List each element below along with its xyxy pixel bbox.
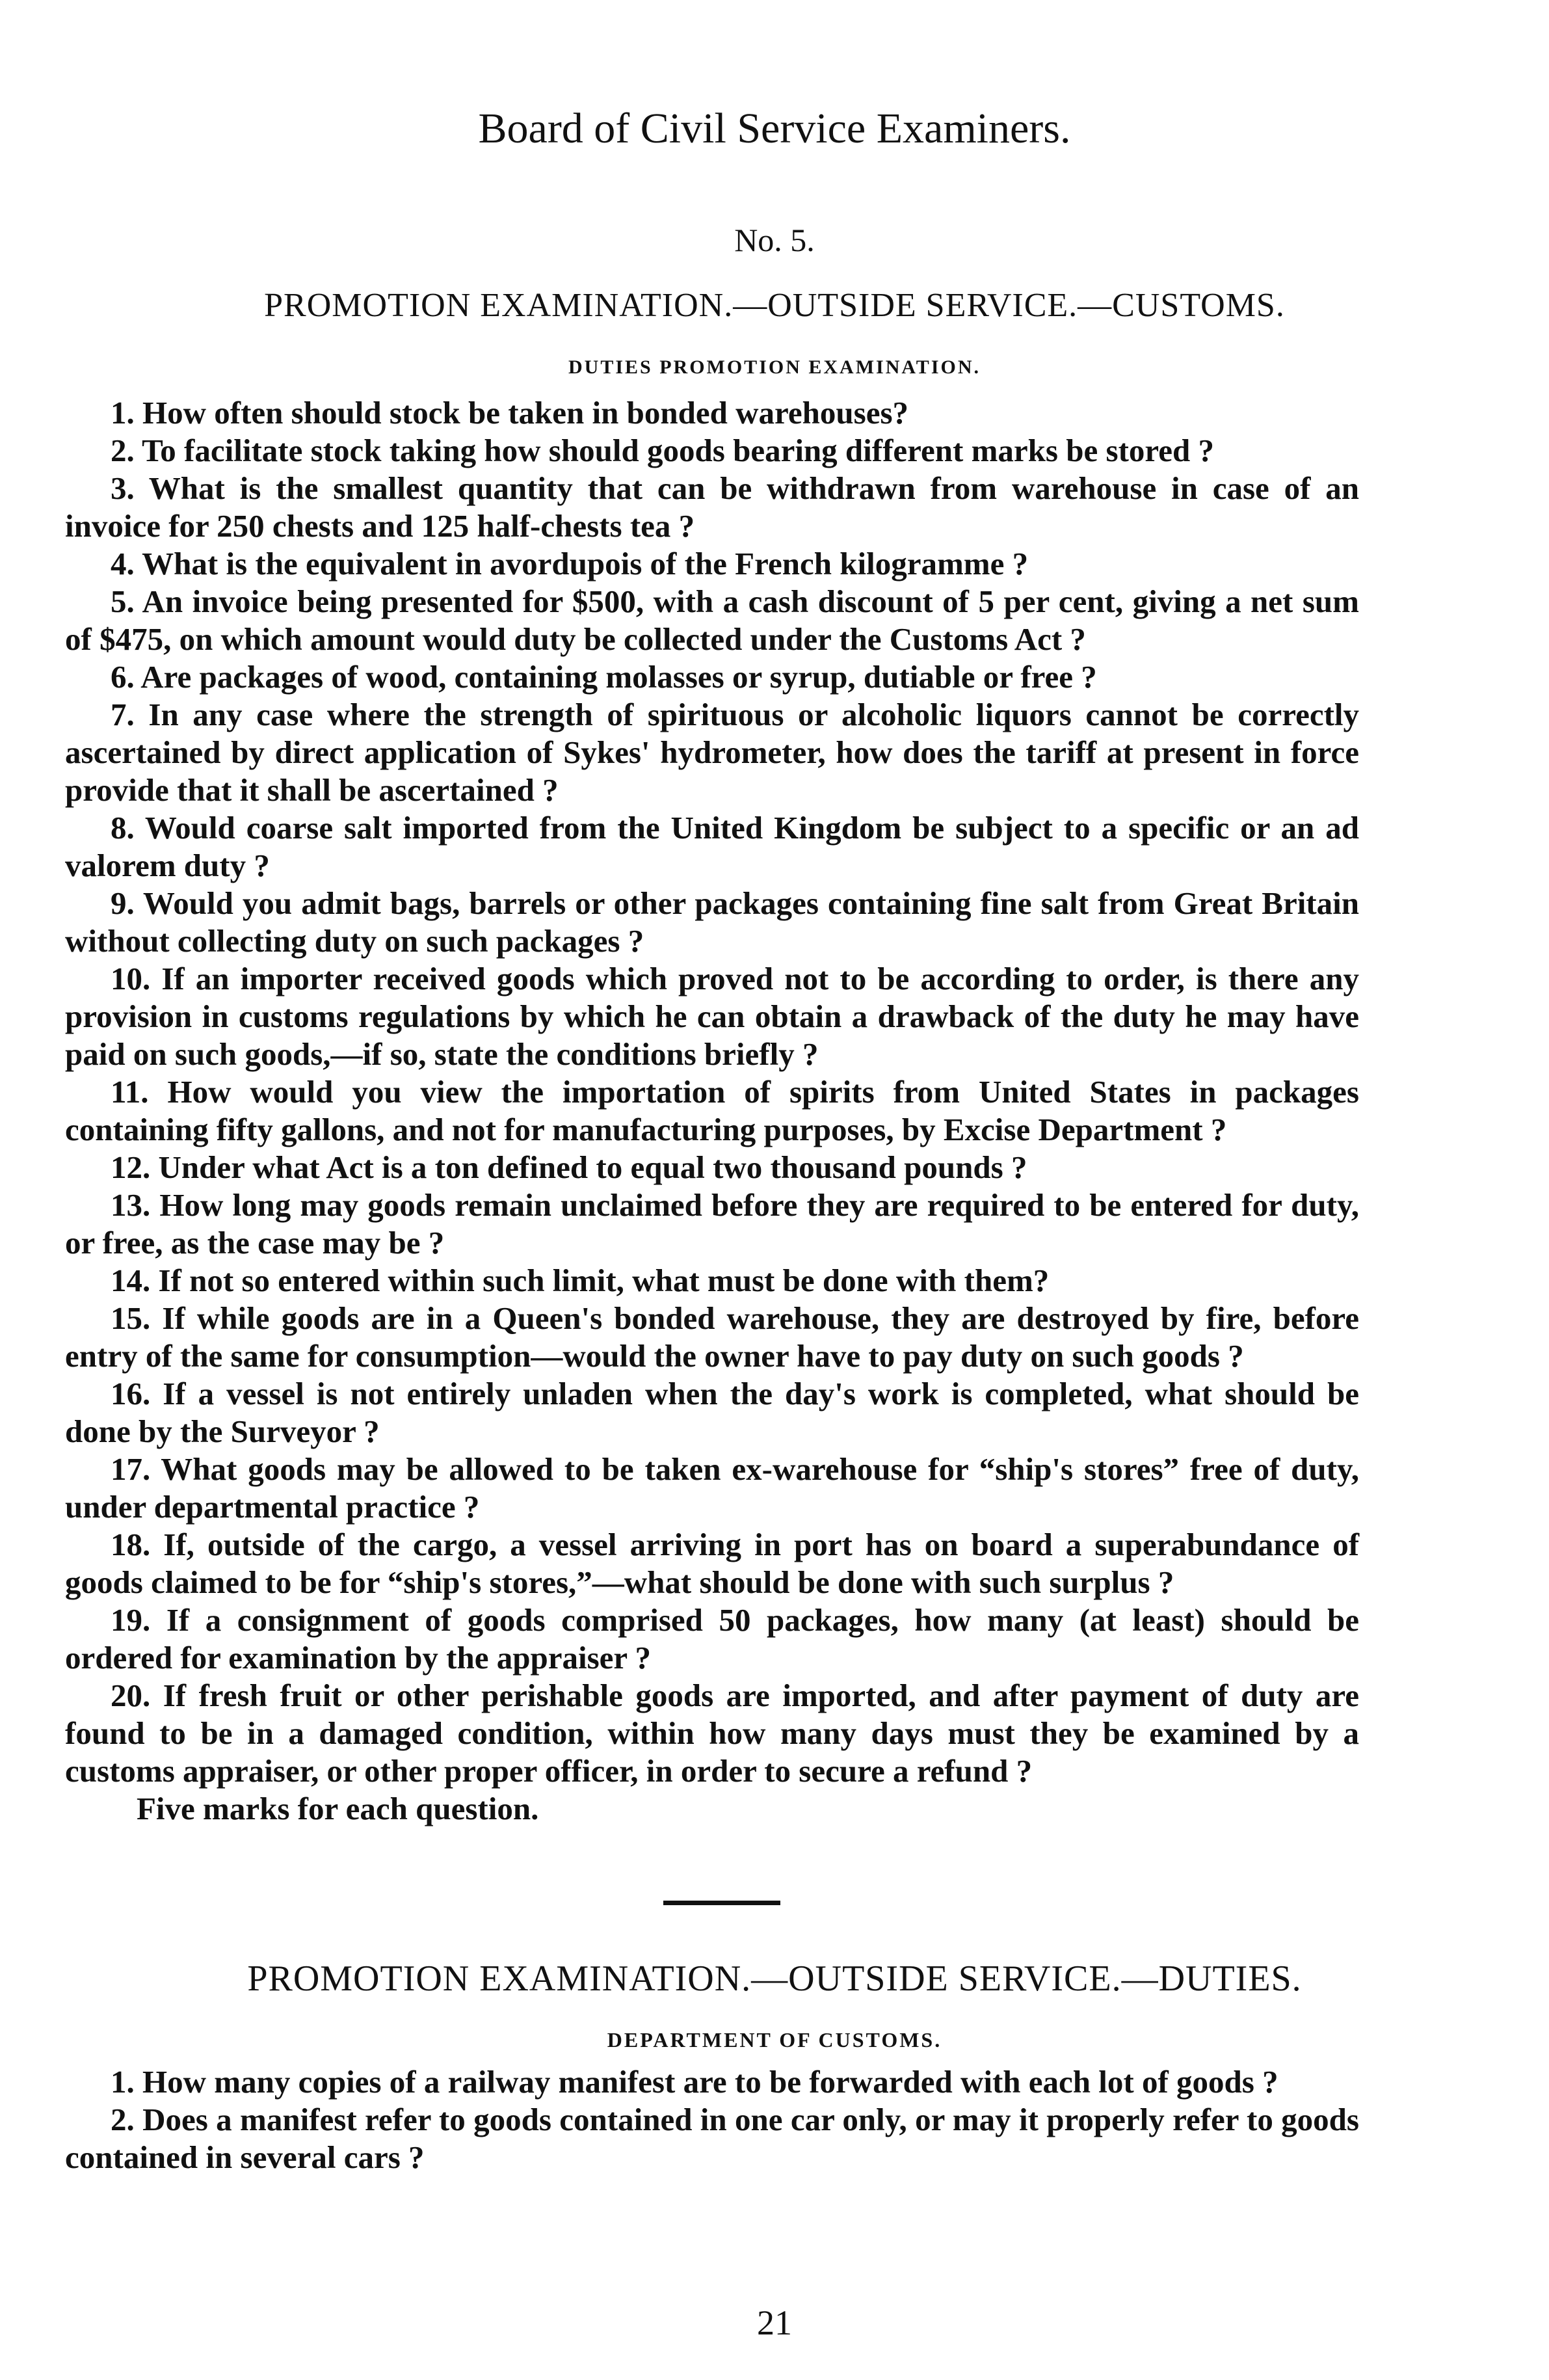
question-text: If a consignment of goods comprised 50 packages, how many (at least) should be ordered for examination by the appraiser ?	[65, 1602, 1359, 1676]
question-number: 5.	[111, 583, 135, 619]
question-text: If while goods are in a Queen's bonded warehouse, they are destroyed by fire, before entry of the same for consumption—would the owner have to pay duty on such goods ?	[65, 1300, 1360, 1374]
question-number: 16.	[111, 1376, 151, 1411]
question-text: If fresh fruit or other perishable goods are imported, and after payment of duty are found to be in a damaged condition, within how many days must they be examined by a customs appraiser, or other proper officer, in order to secure a refund ?	[65, 1678, 1359, 1789]
question-text: What goods may be allowed to be taken ex-warehouse for “ship's stores” free of duty, under departmental practice ?	[65, 1451, 1359, 1525]
question	[65, 2101, 1359, 2176]
question	[65, 583, 1359, 658]
board-heading: Board of Civil Service Examiners.	[478, 105, 1071, 152]
question	[65, 2063, 1359, 2101]
question-text: In any case where the strength of spirituous or alcoholic liquors cannot be correctly ascertained by direct application of Sykes' hydrometer, how does the tariff at present in force provide that it shall be ascertained ?	[65, 697, 1360, 808]
question-text: Would you admit bags, barrels or other packages containing fine salt from Great Britain without collecting duty on such packages ?	[65, 885, 1359, 959]
question-text: To facilitate stock taking how should goods bearing different marks be stored ?	[142, 433, 1214, 468]
paper-number: No. 5.	[734, 222, 815, 258]
question-number: 6.	[111, 659, 135, 695]
question	[65, 1677, 1359, 1790]
section1-question-list	[65, 394, 1359, 1828]
question-number: 18.	[111, 1527, 151, 1562]
question	[65, 1451, 1359, 1526]
question	[65, 658, 1359, 696]
question-text: If a vessel is not entirely unladen when the day's work is completed, what should be done by the Surveyor ?	[65, 1376, 1359, 1449]
question-number: 8.	[111, 810, 135, 846]
question-number: 4.	[111, 546, 135, 582]
question-text: If not so entered within such limit, what must be done with them?	[158, 1263, 1050, 1298]
question	[65, 696, 1359, 809]
section-divider	[663, 1901, 780, 1905]
question-text: An invoice being presented for $500, with a cash discount of 5 per cent, giving a net sum of $475, on which amount would duty be collected under the Customs Act ?	[65, 583, 1359, 657]
question-text: Would coarse salt imported from the United Kingdom be subject to a specific or an ad valorem duty ?	[65, 810, 1360, 883]
question-text: How long may goods remain unclaimed before they are required to be entered for duty, or free, as the case may be ?	[65, 1187, 1359, 1261]
question-number: 2.	[111, 433, 135, 468]
question	[65, 1601, 1359, 1677]
question	[65, 470, 1359, 545]
question-number: 1.	[111, 2064, 135, 2100]
question	[65, 394, 1359, 432]
question-text: Are packages of wood, containing molasses or syrup, dutiable or free ?	[140, 659, 1097, 695]
question	[65, 1149, 1359, 1186]
section2-title: PROMOTION EXAMINATION.—OUTSIDE SERVICE.—DUTIES.	[247, 1959, 1302, 1999]
question	[65, 545, 1359, 583]
section1-subtitle: DUTIES PROMOTION EXAMINATION.	[568, 356, 981, 378]
page-number: 21	[757, 2303, 792, 2342]
question-text: How would you view the importation of spirits from United States in packages containing fifty gallons, and not for manufacturing purposes, by Excise Department ?	[65, 1074, 1359, 1147]
question-number: 11.	[111, 1074, 149, 1110]
question	[65, 1300, 1359, 1375]
section2-subtitle: DEPARTMENT OF CUSTOMS.	[607, 2028, 942, 2052]
question	[65, 960, 1359, 1073]
question-number: 3.	[111, 470, 135, 506]
question	[65, 1375, 1359, 1451]
question-number: 9.	[111, 885, 135, 921]
question-number: 2.	[111, 2102, 135, 2137]
question-number: 15.	[111, 1300, 151, 1336]
question-text: What is the equivalent in avordupois of the French kilogramme ?	[142, 546, 1029, 582]
question-text: If, outside of the cargo, a vessel arriving in port has on board a superabundance of goods claimed to be for “ship's stores,”—what should be done with such surplus ?	[65, 1527, 1360, 1600]
question-number: 7.	[111, 697, 135, 732]
question	[65, 1186, 1359, 1262]
question-text: How often should stock be taken in bonded warehouses?	[142, 395, 909, 431]
question-number: 19.	[111, 1602, 151, 1638]
question-text: Does a manifest refer to goods contained in one car only, or may it properly refer to goods contained in several cars ?	[65, 2102, 1360, 2175]
question-number: 12.	[111, 1149, 151, 1185]
question-number: 13.	[111, 1187, 151, 1223]
question-number: 17.	[111, 1451, 151, 1487]
section1-title: PROMOTION EXAMINATION.—OUTSIDE SERVICE.—CUSTOMS.	[264, 287, 1285, 324]
question-number: 1.	[111, 395, 135, 431]
question-text: How many copies of a railway manifest are to be forwarded with each lot of goods ?	[142, 2064, 1278, 2100]
section2-question-list	[65, 2063, 1359, 2176]
question-text: What is the smallest quantity that can be withdrawn from warehouse in case of an invoice for 250 chests and 125 half-chests tea ?	[65, 470, 1359, 544]
marks-note: Five marks for each question.	[137, 1791, 539, 1826]
question	[65, 432, 1359, 470]
question-number: 10.	[111, 961, 151, 996]
question-text: Under what Act is a ton defined to equal two thousand pounds ?	[158, 1149, 1027, 1185]
question-number: 20.	[111, 1678, 151, 1713]
question	[65, 1262, 1359, 1300]
question	[65, 885, 1359, 960]
question	[65, 1073, 1359, 1149]
question	[65, 1526, 1359, 1601]
question	[65, 809, 1359, 885]
question-text: If an importer received goods which proved not to be according to order, is there any provision in customs regulations by which he can obtain a drawback of the duty he may have paid on such goods,—if so, state the conditions briefly ?	[65, 961, 1359, 1072]
question-number: 14.	[111, 1263, 151, 1298]
